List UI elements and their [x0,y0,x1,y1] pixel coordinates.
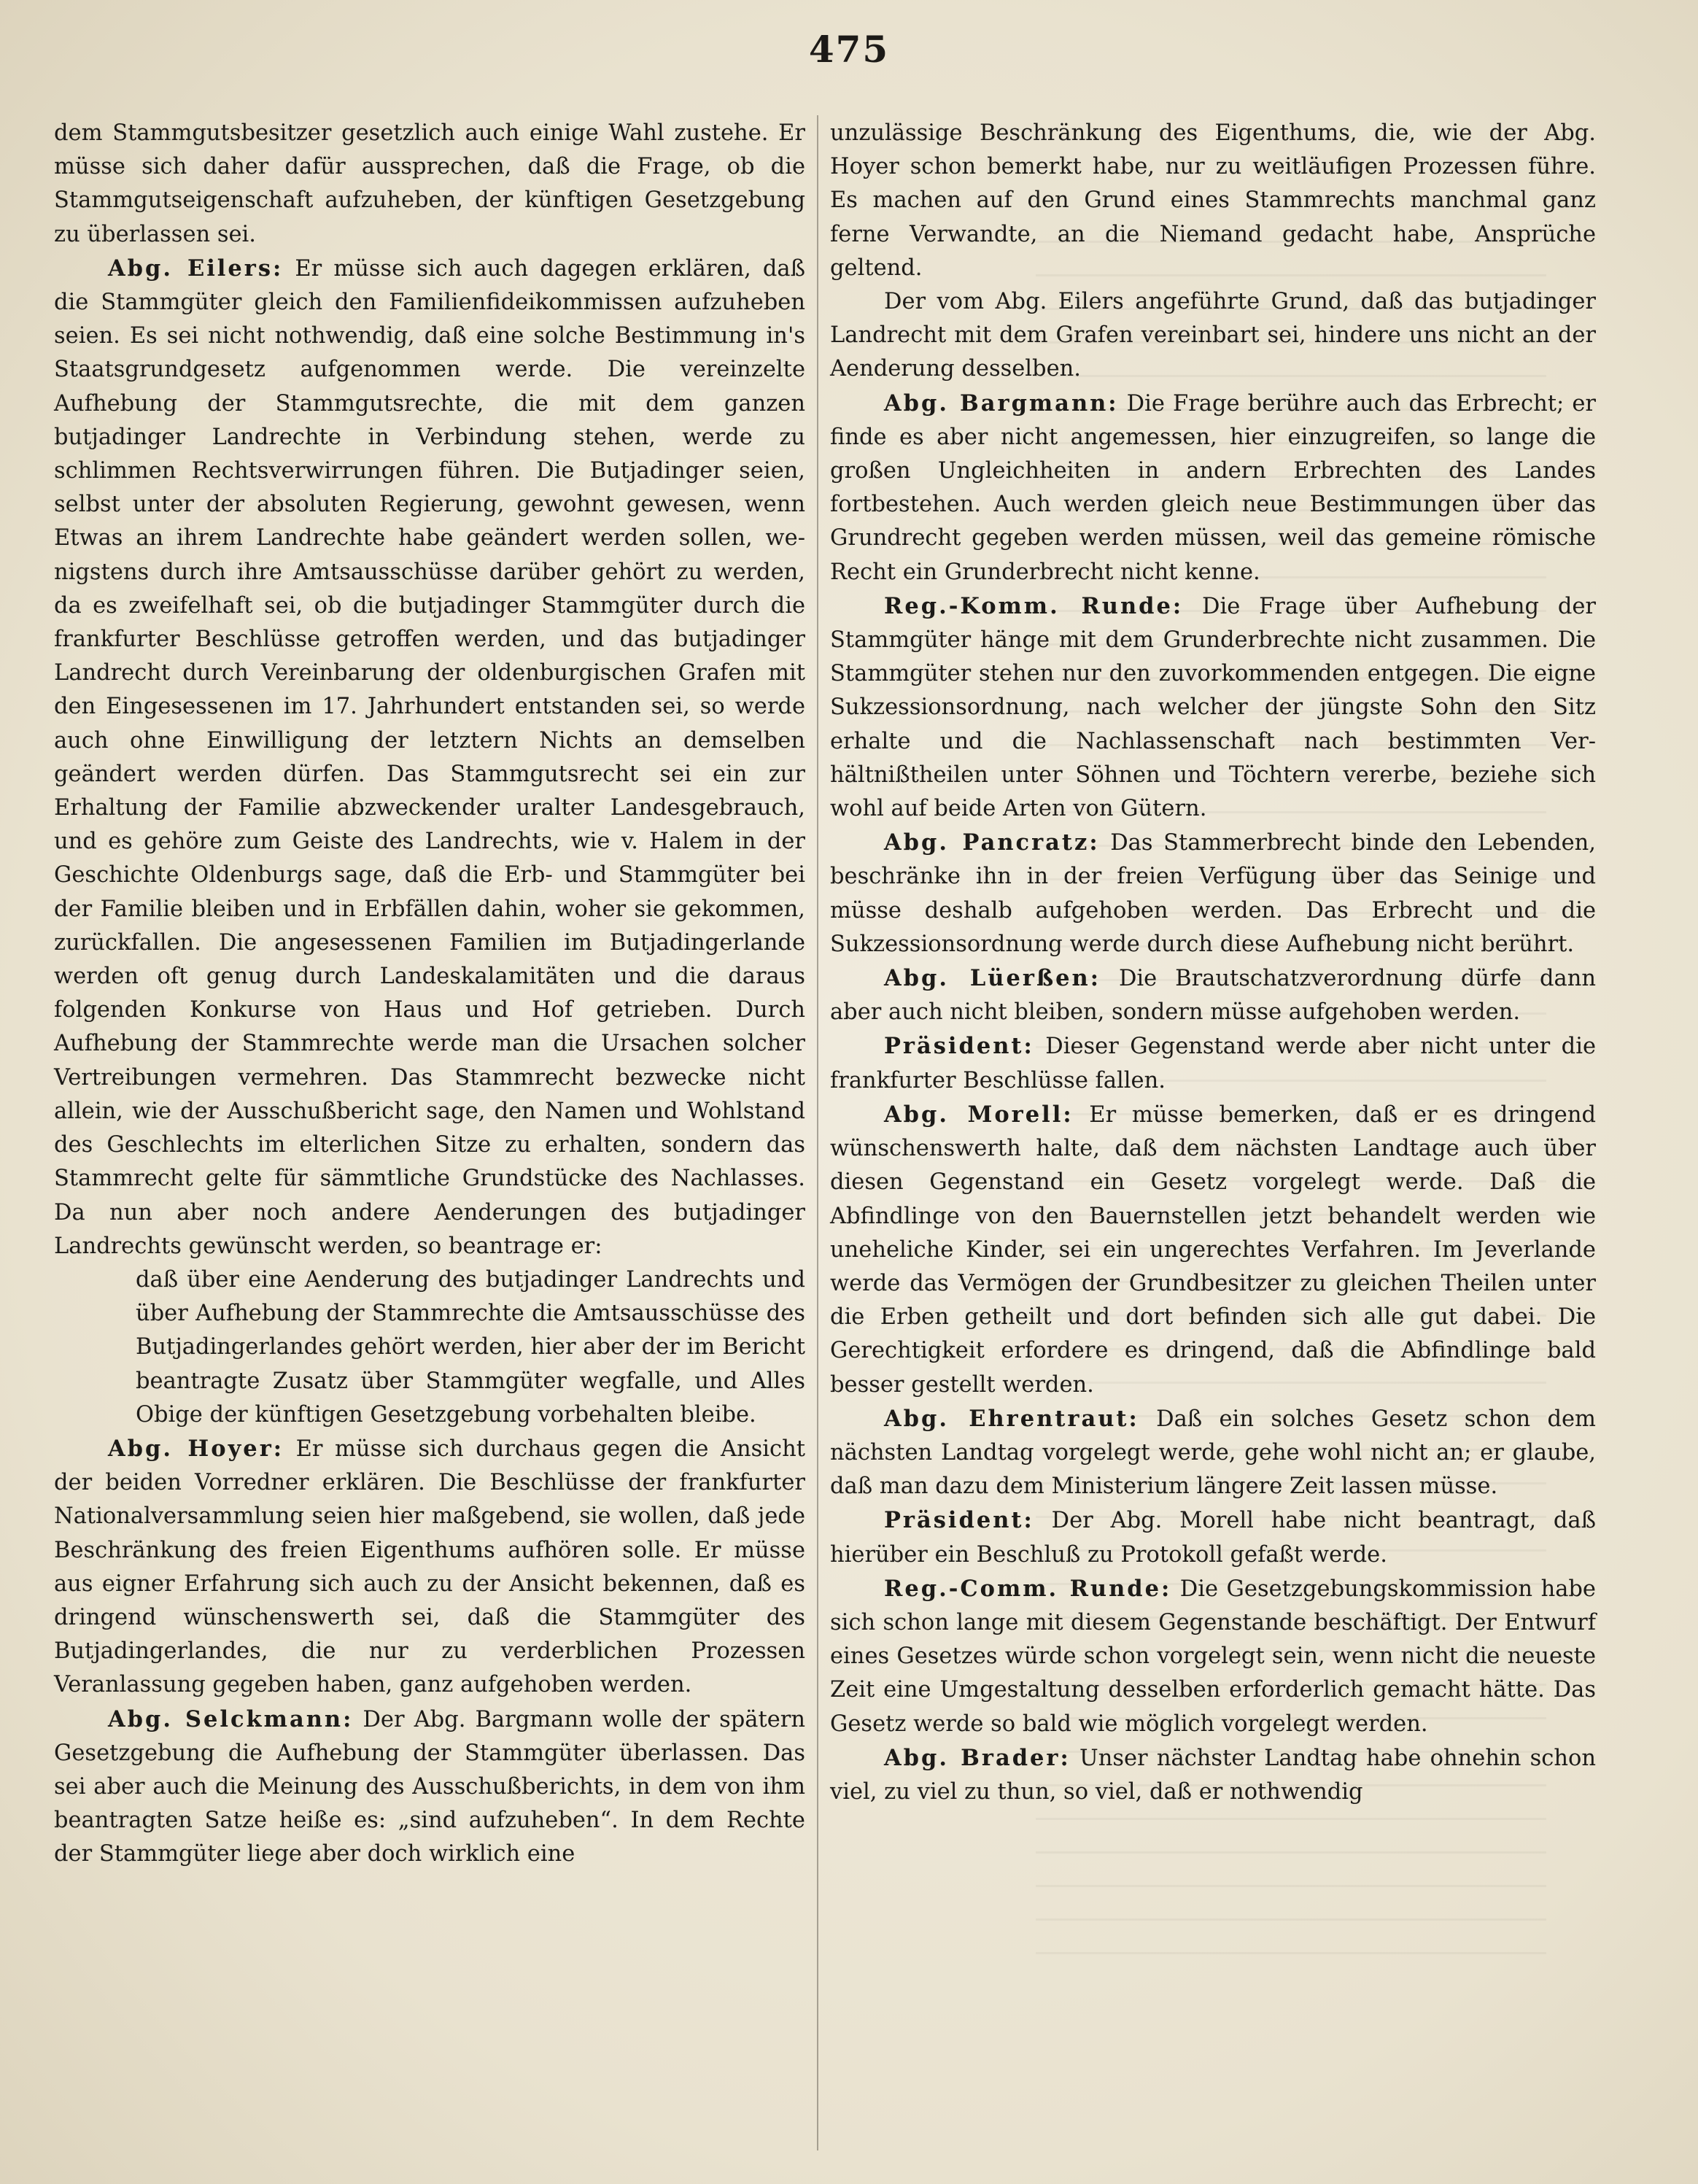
paragraph [54,117,805,252]
speaker-name: Präsident: [884,1033,1034,1060]
paragraph-text: Er müsse bemerken, daß er es dringend wünschenswerth halte, daß dem nächsten Landtage auch über diesen Gegenstand ein Gesetz vorgelegt werde. Daß die Abfindlinge von den Bauernstellen jetzt behandelt werden wie uneheliche Kinder, sei ein ungerechtes Verfahren. Im Jeverlande werde das Vermögen der Grundbesitzer zu gleichen Theilen unter die Erben getheilt und dort befinden sich alle gut dabei. Die Gerechtigkeit erfordere es dringend, daß die Abfindlinge bald besser gestellt werden. [830,1101,1596,1398]
motion-text [136,1263,805,1432]
speaker-name: Abg. Pancratz: [884,829,1100,856]
paragraph-text: daß über eine Aenderung des butjadinger Landrechts und über Aufhebung der Stammrechte die Amtsausschüsse des Butjadingerlandes gehört werden, hier aber der im Bericht beantragte Zusatz über Stammgüter wegfalle, und Alles Obige der künftigen Gesetzgebung vorbehalten bleibe. [136,1266,805,1428]
paragraph [830,961,1596,1029]
speaker-name: Abg. Morell: [884,1101,1074,1128]
speaker-name: Reg.-Comm. Runde: [884,1575,1172,1602]
paragraph-text: Die Brautschatzverordnung dürfe dann aber auch nicht bleiben, sondern müsse aufgehoben werden. [830,966,1596,1026]
paragraph [830,1402,1596,1504]
paragraph [830,589,1596,826]
right-column [830,117,1596,1809]
speaker-name: Präsident: [884,1507,1034,1534]
paragraph [830,1098,1596,1402]
paragraph-text: Daß ein solches Gesetz schon dem nächsten Landtag vorgelegt werde, gehe wohl nicht an; er glaube, daß man dazu dem Ministerium längere Zeit lassen müsse. [830,1406,1596,1500]
paragraph [830,387,1596,589]
left-column [54,117,805,1872]
paragraph-text: Das Stammerbrecht binde den Lebenden, beschränke ihn in der freien Verfügung über das Seinige und müsse deshalb aufgehoben werden. Das Erbrecht und die Sukzessionsordnung werde durch diese Aufhebung nicht berührt. [830,830,1596,957]
paragraph [54,252,805,1263]
paragraph [54,1703,805,1872]
paragraph-text: unzulässige Beschränkung des Eigenthums, die, wie der Abg. Hoyer schon bemerkt habe, nur zu weitläufigen Prozessen führe. Es machen auf den Grund eines Stammrechts manchmal ganz ferne Verwandte, an die Niemand gedacht habe, Ansprüche geltend. [830,120,1596,281]
paragraph [830,1741,1596,1809]
paragraph-text: Die Frage über Aufhebung der Stammgüter hänge mit dem Grunderbrechte nicht zusammen. Die Stammgüter stehen nur den zuvorkommenden entgegen. Die eigne Sukzessionsordnung, nach welcher der jüngste Sohn den Sitz erhalte und die Nachlassenschaft nach bestimmten Verhältnißtheilen unter Söhnen und Töchtern vererbe, beziehe sich wohl auf beide Arten von Gütern. [830,593,1597,822]
speaker-name: Abg. Bargmann: [884,390,1119,417]
speaker-name: Reg.-Komm. Runde: [884,592,1184,619]
paragraph-text: Die Gesetzgebungskommission habe sich schon lange mit diesem Gegenstande beschäftigt. Der Entwurf eines Gesetzes würde schon vorgelegt sein, wenn nicht die neueste Zeit eine Umgestaltung desselben erforderlich gemacht hätte. Das Gesetz werde so bald wie möglich vorgelegt werden. [830,1576,1596,1737]
page-number: 475 [808,28,890,71]
paragraph-text: Unser nächster Landtag habe ohnehin schon viel, zu viel zu thun, so viel, daß er nothwendig [830,1745,1596,1805]
speaker-name: Abg. Brader: [884,1744,1071,1771]
paragraph [830,1029,1596,1097]
paragraph [54,1432,805,1703]
speaker-name: Abg. Hoyer: [108,1435,284,1462]
speaker-name: Abg. Lüerßen: [884,965,1101,992]
paragraph-text: Der vom Abg. Eilers angeführte Grund, daß das butjadinger Landrecht mit dem Grafen vereinbart sei, hindere uns nicht an der Aenderung desselben. [830,289,1596,382]
speaker-name: Abg. Eilers: [108,255,284,282]
paragraph [830,826,1596,961]
paragraph [830,285,1596,387]
paragraph-text: Dieser Gegenstand werde aber nicht unter die frankfurter Beschlüsse fallen. [830,1034,1596,1093]
paragraph [830,1572,1596,1741]
paragraph [830,1503,1596,1571]
speaker-name: Abg. Ehrentraut: [884,1405,1139,1432]
paragraph-text: Die Frage berühre auch das Erbrecht; er finde es aber nicht angemessen, hier einzugreifen, so lange die großen Ungleichheiten in andern Erbrechten des Landes fortbestehen. Auch werden gleich neue Bestimmungen über das Grundrecht gegeben werden müssen, weil das gemeine römische Recht ein Grunderbrecht nicht kenne. [830,390,1596,585]
paragraph-text: Er müsse sich durchaus gegen die Ansicht der beiden Vorredner erklären. Die Beschlüsse der frankfurter Nationalversammlung seien hier maßgebend, sie wollen, daß jede Beschränkung des freien Eigenthums aufhören solle. Er müsse aus eigner Erfahrung sich auch zu der Ansicht bekennen, daß es dringend wünschenswerth sei, daß die Stammgüter des Butjadingerlandes, die nur zu verderblichen Prozessen Veranlassung gegeben haben, ganz aufgehoben werden. [54,1436,806,1698]
paragraph-text: Er müsse sich auch dagegen erklären, daß die Stammgüter gleich den Familienfideikommissen aufzuheben seien. Es sei nicht nothwendig, daß eine solche Bestimmung in's Staatsgrundgesetz aufgenommen werde. Die vereinzelte Aufhebung der Stammgutsrechte, die mit dem ganzen butjadinger Landrechte in Verbindung stehen, werde zu schlimmen Rechtsverwirrungen führen. Die Butjadinger seien, selbst unter der absoluten Regierung, gewohnt gewesen, wenn Etwas an ihrem Landrechte habe geändert werden sollen, wenigstens durch ihre Amtsausschüsse darüber gehört zu werden, da es zweifelhaft sei, ob die butjadinger Stammgüter durch die frankfurter Beschlüsse getroffen werden, und das butjadinger Landrecht durch Vereinbarung der oldenburgischen Grafen mit den Eingesessenen im 17. Jahrhundert entstanden sei, so werde auch ohne Einwilligung der letztern Nichts an demselben geändert werden dürfen. Das Stammgutsrecht sei ein zur Erhaltung der Familie abzweckender uralter Landesgebrauch, und es gehöre zum Geiste des Landrechts, wie v. Halem in der Geschichte Oldenburgs sage, daß die Erb- und Stammgüter bei der Familie bleiben und in Erbfällen dahin, woher sie gekommen, zurückfallen. Die angesessenen Familien im Butjadingerlande werden oft genug durch Landeskalamitäten und die daraus folgenden Konkurse von Haus und Hof getrieben. Durch Aufhebung der Stammrechte werde man die Ursachen solcher Vertreibungen vermehren. Das Stammrecht bezwecke nicht allein, wie der Ausschußbericht sage, den Namen und Wohlstand des Geschlechts im elterlichen Sitze zu erhalten, sondern das Stammrecht gelte für sämmtliche Grundstücke des Nachlasses. Da nun aber noch andere Aenderungen des butjadinger Landrechts gewünscht werden, so beantrage er: [54,255,805,1259]
paragraph-text: Der Abg. Morell habe nicht beantragt, daß hierüber ein Beschluß zu Protokoll gefaßt werde. [830,1508,1596,1568]
speaker-name: Abg. Selckmann: [108,1705,354,1732]
paragraph-text: Der Abg. Bargmann wolle der spätern Gesetzgebung die Aufhebung der Stammgüter überlassen. Das sei aber auch die Meinung des Ausschußberichts, in dem von ihm beantragten Satze heiße es: „sind aufzuheben“. In dem Rechte der Stammgüter liege aber doch wirklich eine [54,1706,805,1867]
paragraph-text: dem Stammgutsbesitzer gesetzlich auch einige Wahl zustehe. Er müsse sich daher dafür aussprechen, daß die Frage, ob die Stammgutseigenschaft aufzuheben, der künftigen Gesetzgebung zu überlassen sei. [54,120,805,247]
paragraph [830,117,1596,285]
column-divider [817,115,818,2150]
